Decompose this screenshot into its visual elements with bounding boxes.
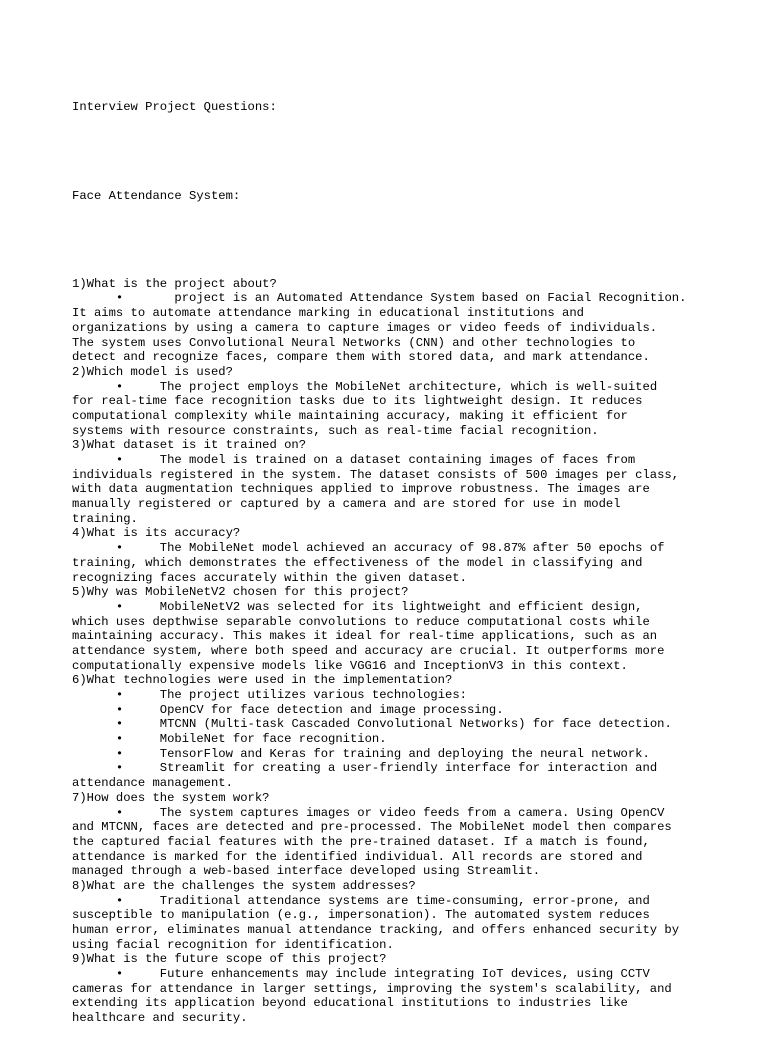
question-heading: 6)What technologies were used in the implementation?: [72, 673, 453, 688]
bullet-item: [72, 541, 712, 556]
bullet-text: Traditional attendance systems are time-consuming, error-prone, and: [159, 893, 650, 908]
bullet-indent: [72, 747, 116, 761]
bullet-icon: •: [115, 805, 124, 820]
question-heading: 2)Which model is used?: [72, 364, 233, 379]
bullet-continuation: training, which demonstrates the effectiveness of the model in classifying and: [72, 555, 643, 570]
question-heading: 3)What dataset is it trained on?: [72, 438, 307, 453]
bullet-gap: [123, 747, 160, 761]
bullet-icon: •: [115, 291, 124, 306]
question-heading: 5)Why was MobileNetV2 chosen for this project?: [72, 585, 409, 600]
bullet-continuation: systems with resource constraints, such as real-time facial recognition.: [72, 423, 599, 438]
bullet-continuation: susceptible to manipulation (e.g., impersonation). The automated system reduces: [72, 908, 650, 923]
bullet-continuation: The system uses Convolutional Neural Networks (CNN) and other technologies to: [72, 335, 636, 350]
bullet-icon: •: [115, 967, 124, 982]
bullet-text: MobileNet for face recognition.: [159, 732, 387, 747]
bullet-indent: [72, 732, 116, 746]
bullet-icon: •: [115, 732, 124, 747]
question-heading: 4)What is its accuracy?: [72, 526, 241, 541]
bullet-indent: [72, 291, 116, 305]
bullet-continuation: cameras for attendance in larger settings, improving the system's scalability, and: [72, 981, 672, 996]
bullet-indent: [72, 894, 116, 908]
bullet-indent: [72, 761, 116, 775]
bullet-indent: [72, 453, 116, 467]
bullet-text: The MobileNet model achieved an accuracy of 98.87% after 50 epochs of: [159, 541, 665, 556]
bullet-indent: [72, 703, 116, 717]
bullet-continuation: using facial recognition for identification.: [72, 937, 394, 952]
document-title: Interview Project Questions:: [72, 100, 277, 115]
bullet-indent: [72, 806, 116, 820]
blank-line: [72, 145, 712, 160]
document-subtitle: Face Attendance System:: [72, 188, 241, 203]
bullet-gap: [123, 703, 160, 717]
bullet-indent: [72, 600, 116, 614]
bullet-item: [72, 703, 712, 718]
bullet-text: OpenCV for face detection and image processing.: [159, 702, 504, 717]
bullet-item: [72, 806, 712, 821]
bullet-text: project is an Automated Attendance System based on Facial Recognition.: [159, 291, 687, 306]
bullet-continuation: training.: [72, 511, 138, 526]
bullet-gap: [123, 453, 160, 467]
bullet-item: [72, 732, 712, 747]
bullet-text: MTCNN (Multi-task Cascaded Convolutional Networks) for face detection.: [159, 717, 672, 732]
bullet-text: Streamlit for creating a user-friendly interface for interaction and: [159, 761, 658, 776]
blank-line: [72, 233, 712, 248]
bullet-item: [72, 967, 712, 982]
bullet-text: The project employs the MobileNet architecture, which is well-suited: [159, 379, 658, 394]
bullet-indent: [72, 717, 116, 731]
bullet-icon: •: [115, 453, 124, 468]
bullet-indent: [72, 688, 116, 702]
bullet-icon: •: [115, 702, 124, 717]
bullet-gap: [123, 806, 160, 820]
question-list: [72, 277, 712, 1026]
bullet-item: [72, 380, 712, 395]
bullet-continuation: for real-time face recognition tasks due to its lightweight design. It reduces: [72, 394, 643, 409]
bullet-continuation: with data augmentation techniques applied to improve robustness. The images are: [72, 482, 650, 497]
question-heading: 7)How does the system work?: [72, 790, 270, 805]
question-heading: 1)What is the project about?: [72, 276, 277, 291]
bullet-continuation: computationally expensive models like VGG16 and InceptionV3 in this context.: [72, 658, 628, 673]
bullet-icon: •: [115, 599, 124, 614]
bullet-item: [72, 600, 712, 615]
bullet-gap: [123, 717, 160, 731]
document-body: [72, 71, 712, 1055]
bullet-indent: [72, 541, 116, 555]
bullet-gap: [123, 688, 160, 702]
bullet-item: [72, 717, 712, 732]
bullet-icon: •: [115, 379, 124, 394]
bullet-icon: •: [115, 541, 124, 556]
bullet-continuation: maintaining accuracy. This makes it ideal for real-time applications, such as an: [72, 629, 658, 644]
bullet-continuation: computational complexity while maintaining accuracy, making it efficient for: [72, 408, 628, 423]
bullet-continuation: attendance system, where both speed and accuracy are crucial. It outperforms more: [72, 643, 665, 658]
bullet-item: [72, 747, 712, 762]
bullet-icon: •: [115, 893, 124, 908]
bullet-text: The model is trained on a dataset containing images of faces from: [159, 453, 636, 468]
bullet-continuation: It aims to automate attendance marking in educational institutions and: [72, 306, 584, 321]
bullet-icon: •: [115, 761, 124, 776]
bullet-gap: [123, 732, 160, 746]
bullet-continuation: which uses depthwise separable convolutions to reduce computational costs while: [72, 614, 650, 629]
bullet-text: Future enhancements may include integrating IoT devices, using CCTV: [159, 967, 650, 982]
bullet-continuation: human error, eliminates manual attendance tracking, and offers enhanced security by: [72, 923, 680, 938]
bullet-continuation: and MTCNN, faces are detected and pre-processed. The MobileNet model then compares: [72, 820, 672, 835]
bullet-indent: [72, 380, 116, 394]
bullet-continuation: managed through a web-based interface developed using Streamlit.: [72, 864, 541, 879]
bullet-item: [72, 291, 712, 306]
bullet-continuation: attendance management.: [72, 776, 233, 791]
bullet-gap: [123, 761, 160, 775]
question-heading: 8)What are the challenges the system addresses?: [72, 878, 416, 893]
bullet-item: [72, 894, 712, 909]
bullet-continuation: manually registered or captured by a camera and are stored for use in model: [72, 497, 621, 512]
bullet-gap: [123, 600, 160, 614]
question-heading: 9)What is the future scope of this project?: [72, 952, 387, 967]
bullet-continuation: individuals registered in the system. The dataset consists of 500 images per class,: [72, 467, 680, 482]
bullet-text: MobileNetV2 was selected for its lightweight and efficient design,: [159, 599, 643, 614]
bullet-continuation: healthcare and security.: [72, 1011, 248, 1026]
bullet-continuation: the captured facial features with the pre-trained dataset. If a match is found,: [72, 834, 650, 849]
bullet-text: The project utilizes various technologies:: [159, 688, 467, 703]
bullet-gap: [123, 894, 160, 908]
bullet-gap: [123, 967, 160, 981]
bullet-text: TensorFlow and Keras for training and deploying the neural network.: [159, 746, 650, 761]
bullet-indent: [72, 967, 116, 981]
bullet-continuation: recognizing faces accurately within the given dataset.: [72, 570, 467, 585]
bullet-item: [72, 688, 712, 703]
bullet-continuation: extending its application beyond educational institutions to industries like: [72, 996, 628, 1011]
bullet-icon: •: [115, 688, 124, 703]
bullet-item: [72, 761, 712, 776]
bullet-gap: [123, 380, 160, 394]
bullet-continuation: organizations by using a camera to capture images or video feeds of individuals.: [72, 320, 658, 335]
bullet-icon: •: [115, 746, 124, 761]
bullet-continuation: attendance is marked for the identified individual. All records are stored and: [72, 849, 643, 864]
bullet-text: The system captures images or video feeds from a camera. Using OpenCV: [159, 805, 665, 820]
bullet-gap: [123, 541, 160, 555]
bullet-icon: •: [115, 717, 124, 732]
bullet-continuation: detect and recognize faces, compare them with stored data, and mark attendance.: [72, 350, 650, 365]
bullet-item: [72, 453, 712, 468]
bullet-gap: [123, 291, 160, 305]
